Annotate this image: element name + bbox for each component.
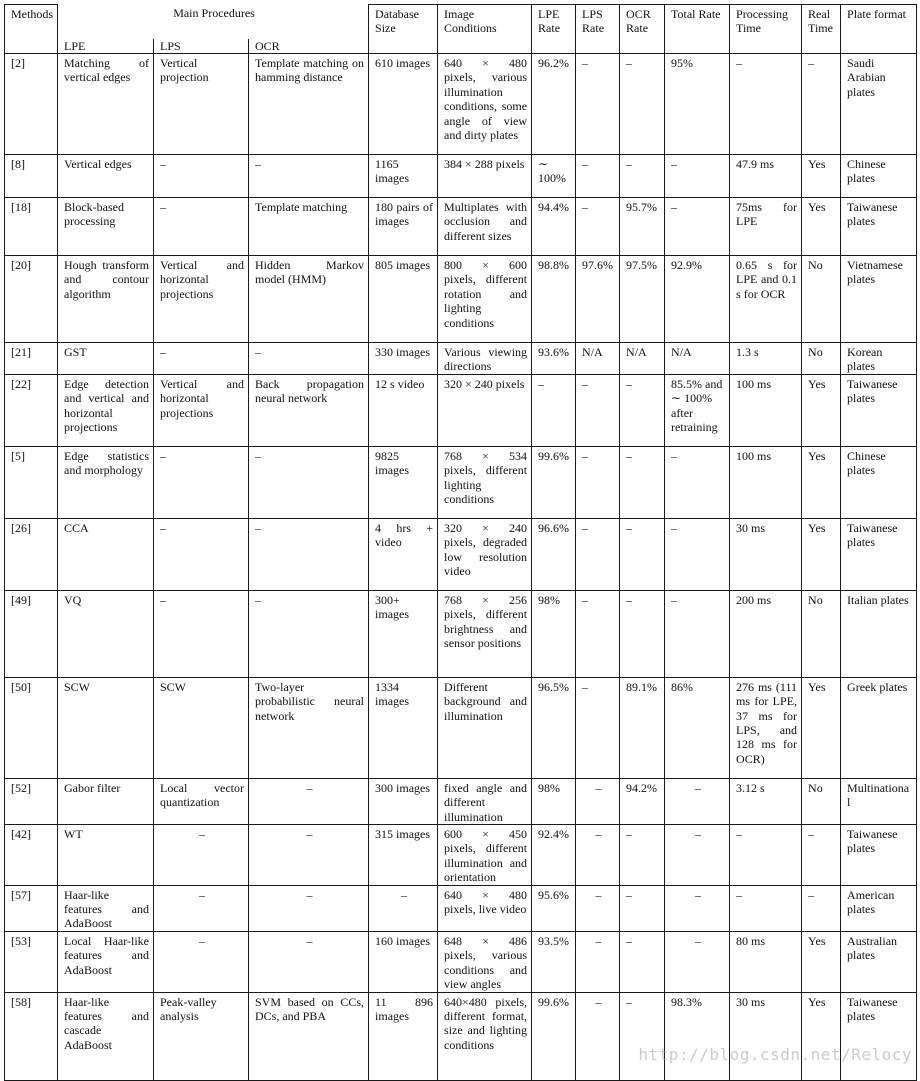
cell-image-conditions: 768 × 534 pixels, different lighting conditions [438, 446, 532, 518]
cell-lps: – [154, 825, 249, 886]
cell-lps-rate: 97.6% [576, 256, 620, 343]
cell-lps-rate: N/A [576, 343, 620, 375]
cell-plate-format: Italian plates [841, 590, 917, 677]
cell-method: [42] [5, 825, 58, 886]
cell-total-rate: – [665, 825, 730, 886]
cell-ocr-rate: – [620, 374, 665, 446]
cell-method: [2] [5, 54, 58, 155]
cell-lps-rate: – [576, 518, 620, 590]
cell-lps: – [154, 343, 249, 375]
cell-method: [22] [5, 374, 58, 446]
cell-plate-format: Taiwanese plates [841, 518, 917, 590]
cell-lpe: Block-based processing [58, 198, 154, 256]
cell-processing-time: 1.3 s [730, 343, 802, 375]
cell-lps: – [154, 155, 249, 198]
cell-ocr-rate: – [620, 825, 665, 886]
cell-method: [57] [5, 885, 58, 931]
cell-plate-format: Taiwanese plates [841, 992, 917, 1080]
cell-processing-time: 30 ms [730, 992, 802, 1080]
cell-image-conditions: 384 × 288 pixels [438, 155, 532, 198]
cell-real-time: – [802, 54, 841, 155]
cell-total-rate: – [665, 155, 730, 198]
cell-database-size: 12 s video [369, 374, 438, 446]
cell-image-conditions: Multiplates with occlusion and different sizes [438, 198, 532, 256]
cell-lpe-rate: 94.4% [532, 198, 576, 256]
table-row [5, 931, 917, 992]
cell-total-rate: – [665, 518, 730, 590]
cell-plate-format: Greek plates [841, 677, 917, 778]
cell-lpe-rate: 93.5% [532, 931, 576, 992]
table-row [5, 590, 917, 677]
cell-lpe-rate: – [532, 374, 576, 446]
cell-ocr: – [249, 885, 369, 931]
cell-lpe-rate: 98% [532, 778, 576, 824]
cell-real-time: No [802, 590, 841, 677]
cell-lpe: Edge statistics and morphology [58, 446, 154, 518]
cell-lps-rate: – [576, 198, 620, 256]
cell-processing-time: 200 ms [730, 590, 802, 677]
header-database-size: Database Size [369, 5, 438, 54]
cell-ocr: – [249, 446, 369, 518]
cell-real-time: No [802, 256, 841, 343]
header-lpe-rate: LPE Rate [532, 5, 576, 54]
cell-database-size: 180 pairs of images [369, 198, 438, 256]
cell-lps: Local vector quantization [154, 778, 249, 824]
cell-lpe-rate: 95.6% [532, 885, 576, 931]
header-methods: Methods [5, 5, 58, 54]
cell-processing-time: 0.65 s for LPE and 0.1 s for OCR [730, 256, 802, 343]
cell-lpe-rate: 96.5% [532, 677, 576, 778]
cell-ocr-rate: N/A [620, 343, 665, 375]
cell-lps-rate: – [576, 677, 620, 778]
table-row [5, 518, 917, 590]
cell-ocr-rate: – [620, 885, 665, 931]
cell-lpe-rate: 98% [532, 590, 576, 677]
cell-total-rate: 86% [665, 677, 730, 778]
header-ocr-rate: OCR Rate [620, 5, 665, 54]
cell-ocr: – [249, 931, 369, 992]
cell-lps-rate: – [576, 825, 620, 886]
cell-database-size: 160 images [369, 931, 438, 992]
cell-plate-format: Taiwanese plates [841, 198, 917, 256]
cell-lpe: Matching of vertical edges [58, 54, 154, 155]
table-row [5, 256, 917, 343]
cell-real-time: Yes [802, 446, 841, 518]
cell-lpe-rate: 92.4% [532, 825, 576, 886]
cell-database-size: 1334 images [369, 677, 438, 778]
cell-plate-format: Australian plates [841, 931, 917, 992]
cell-lpe-rate: ∼ 100% [532, 155, 576, 198]
cell-plate-format: Multinational [841, 778, 917, 824]
cell-image-conditions: 640 × 480 pixels, various illumination conditions, some angle of view and dirty plates [438, 54, 532, 155]
cell-method: [50] [5, 677, 58, 778]
cell-image-conditions: 600 × 450 pixels, different illumination and orientation [438, 825, 532, 886]
cell-image-conditions: 768 × 256 pixels, different brightness and sensor positions [438, 590, 532, 677]
cell-database-size: – [369, 885, 438, 931]
cell-lpe: Haar-like features and cascade AdaBoost [58, 992, 154, 1080]
table-body [5, 54, 917, 1081]
cell-lpe-rate: 93.6% [532, 343, 576, 375]
header-ocr: OCR [249, 39, 369, 54]
cell-real-time: Yes [802, 518, 841, 590]
watermark: http://blog.csdn.net/Relocy [638, 1045, 912, 1064]
cell-image-conditions: 648 × 486 pixels, various conditions and view angles [438, 931, 532, 992]
cell-lps-rate: – [576, 374, 620, 446]
cell-ocr-rate: – [620, 931, 665, 992]
cell-ocr: Back propagation neural network [249, 374, 369, 446]
cell-ocr-rate: 95.7% [620, 198, 665, 256]
cell-processing-time: 276 ms (111 ms for LPE, 37 ms for LPS, and 128 ms for OCR) [730, 677, 802, 778]
cell-lps: – [154, 198, 249, 256]
cell-ocr-rate: 89.1% [620, 677, 665, 778]
cell-plate-format: Vietnamese plates [841, 256, 917, 343]
header-row-top [5, 5, 917, 39]
cell-total-rate: 92.9% [665, 256, 730, 343]
cell-real-time: – [802, 885, 841, 931]
header-lps-rate: LPS Rate [576, 5, 620, 54]
cell-lpe: VQ [58, 590, 154, 677]
header-image-conditions: Image Conditions [438, 5, 532, 54]
cell-real-time: Yes [802, 931, 841, 992]
cell-database-size: 610 images [369, 54, 438, 155]
cell-real-time: Yes [802, 374, 841, 446]
cell-ocr-rate: – [620, 590, 665, 677]
cell-ocr: – [249, 590, 369, 677]
cell-image-conditions: 640×480 pixels, different format, size and lighting conditions [438, 992, 532, 1080]
cell-total-rate: 98.3% [665, 992, 730, 1080]
table-row [5, 198, 917, 256]
cell-ocr: Template matching [249, 198, 369, 256]
cell-image-conditions: Different background and illumination [438, 677, 532, 778]
table-row [5, 343, 917, 375]
cell-lpe: Hough transform and contour algorithm [58, 256, 154, 343]
cell-lps-rate: – [576, 885, 620, 931]
cell-lpe: Gabor filter [58, 778, 154, 824]
cell-method: [52] [5, 778, 58, 824]
cell-database-size: 805 images [369, 256, 438, 343]
cell-database-size: 4 hrs + video [369, 518, 438, 590]
cell-method: [20] [5, 256, 58, 343]
cell-ocr-rate: 97.5% [620, 256, 665, 343]
cell-ocr-rate: – [620, 54, 665, 155]
table-row [5, 677, 917, 778]
cell-lpe: CCA [58, 518, 154, 590]
cell-method: [21] [5, 343, 58, 375]
table-row [5, 446, 917, 518]
table-row [5, 825, 917, 886]
cell-real-time: Yes [802, 155, 841, 198]
cell-plate-format: Korean plates [841, 343, 917, 375]
cell-total-rate: – [665, 590, 730, 677]
cell-image-conditions: 800 × 600 pixels, different rotation and lighting conditions [438, 256, 532, 343]
cell-lps-rate: – [576, 778, 620, 824]
table-row [5, 374, 917, 446]
cell-lps: – [154, 446, 249, 518]
cell-lpe: Local Haar-like features and AdaBoost [58, 931, 154, 992]
cell-ocr: Two-layer probabilistic neural network [249, 677, 369, 778]
cell-lps: – [154, 885, 249, 931]
cell-ocr: – [249, 155, 369, 198]
cell-database-size: 330 images [369, 343, 438, 375]
cell-processing-time: 80 ms [730, 931, 802, 992]
header-real-time: Real Time [802, 5, 841, 54]
header-lpe: LPE [58, 39, 154, 54]
cell-lpe-rate: 96.6% [532, 518, 576, 590]
cell-database-size: 1165 images [369, 155, 438, 198]
cell-lpe: Edge detection and vertical and horizontal projections [58, 374, 154, 446]
cell-method: [49] [5, 590, 58, 677]
cell-database-size: 300+ images [369, 590, 438, 677]
cell-real-time: No [802, 343, 841, 375]
cell-lps: SCW [154, 677, 249, 778]
cell-total-rate: – [665, 446, 730, 518]
cell-lps-rate: – [576, 931, 620, 992]
cell-image-conditions: fixed angle and different illumination [438, 778, 532, 824]
cell-ocr-rate: – [620, 992, 665, 1080]
cell-method: [53] [5, 931, 58, 992]
cell-processing-time: – [730, 825, 802, 886]
cell-total-rate: – [665, 931, 730, 992]
cell-lpe-rate: 99.6% [532, 992, 576, 1080]
cell-total-rate: – [665, 198, 730, 256]
cell-database-size: 300 images [369, 778, 438, 824]
cell-total-rate: N/A [665, 343, 730, 375]
cell-processing-time: – [730, 54, 802, 155]
cell-total-rate: 95% [665, 54, 730, 155]
cell-lpe-rate: 96.2% [532, 54, 576, 155]
cell-real-time: Yes [802, 992, 841, 1080]
cell-plate-format: American plates [841, 885, 917, 931]
cell-ocr: – [249, 518, 369, 590]
cell-lpe: WT [58, 825, 154, 886]
header-plate-format: Plate format [841, 5, 917, 54]
cell-ocr: – [249, 825, 369, 886]
cell-lpe: SCW [58, 677, 154, 778]
cell-lpe-rate: 99.6% [532, 446, 576, 518]
cell-ocr: – [249, 778, 369, 824]
cell-processing-time: 75ms for LPE [730, 198, 802, 256]
header-processing-time: Processing Time [730, 5, 802, 54]
cell-lps-rate: – [576, 992, 620, 1080]
cell-total-rate: 85.5% and ∼ 100% after retraining [665, 374, 730, 446]
comparison-table [4, 4, 917, 1081]
cell-image-conditions: 640 × 480 pixels, live video [438, 885, 532, 931]
cell-ocr: Template matching on hamming distance [249, 54, 369, 155]
cell-lps: Vertical projection [154, 54, 249, 155]
header-total-rate: Total Rate [665, 5, 730, 54]
cell-plate-format: Taiwanese plates [841, 825, 917, 886]
cell-processing-time: 47.9 ms [730, 155, 802, 198]
cell-database-size: 9825 images [369, 446, 438, 518]
cell-method: [5] [5, 446, 58, 518]
cell-lps: – [154, 518, 249, 590]
cell-lps: – [154, 931, 249, 992]
cell-lps: Peak-valley analysis [154, 992, 249, 1080]
cell-lps: – [154, 590, 249, 677]
cell-real-time: No [802, 778, 841, 824]
cell-total-rate: – [665, 885, 730, 931]
cell-processing-time: 100 ms [730, 446, 802, 518]
cell-image-conditions: Various viewing directions [438, 343, 532, 375]
cell-plate-format: Taiwanese plates [841, 374, 917, 446]
cell-lpe-rate: 98.8% [532, 256, 576, 343]
cell-ocr-rate: 94.2% [620, 778, 665, 824]
cell-processing-time: 100 ms [730, 374, 802, 446]
cell-total-rate: – [665, 778, 730, 824]
table-row [5, 885, 917, 931]
cell-lps-rate: – [576, 155, 620, 198]
cell-ocr-rate: – [620, 155, 665, 198]
cell-processing-time: 3.12 s [730, 778, 802, 824]
cell-plate-format: Chinese plates [841, 446, 917, 518]
cell-method: [26] [5, 518, 58, 590]
cell-method: [18] [5, 198, 58, 256]
table-row [5, 54, 917, 155]
cell-real-time: Yes [802, 198, 841, 256]
cell-database-size: 315 images [369, 825, 438, 886]
header-lps: LPS [154, 39, 249, 54]
cell-lps: Vertical and horizontal projections [154, 374, 249, 446]
cell-image-conditions: 320 × 240 pixels [438, 374, 532, 446]
cell-method: [58] [5, 992, 58, 1080]
cell-processing-time: 30 ms [730, 518, 802, 590]
cell-lpe: Haar-like features and AdaBoost [58, 885, 154, 931]
cell-image-conditions: 320 × 240 pixels, degraded low resolution video [438, 518, 532, 590]
cell-processing-time: – [730, 885, 802, 931]
table-row [5, 155, 917, 198]
header-main-procedures: Main Procedures [58, 5, 369, 39]
cell-ocr: SVM based on CCs, DCs, and PBA [249, 992, 369, 1080]
cell-ocr-rate: – [620, 446, 665, 518]
table-row [5, 992, 917, 1080]
cell-plate-format: Chinese plates [841, 155, 917, 198]
cell-lps-rate: – [576, 54, 620, 155]
cell-lpe: GST [58, 343, 154, 375]
cell-method: [8] [5, 155, 58, 198]
cell-real-time: – [802, 825, 841, 886]
cell-lps-rate: – [576, 446, 620, 518]
cell-ocr: – [249, 343, 369, 375]
cell-database-size: 11 896 images [369, 992, 438, 1080]
cell-plate-format: Saudi Arabian plates [841, 54, 917, 155]
cell-lps: Vertical and horizontal projections [154, 256, 249, 343]
cell-real-time: Yes [802, 677, 841, 778]
cell-lps-rate: – [576, 590, 620, 677]
cell-ocr: Hidden Markov model (HMM) [249, 256, 369, 343]
table-row [5, 778, 917, 824]
cell-ocr-rate: – [620, 518, 665, 590]
cell-lpe: Vertical edges [58, 155, 154, 198]
